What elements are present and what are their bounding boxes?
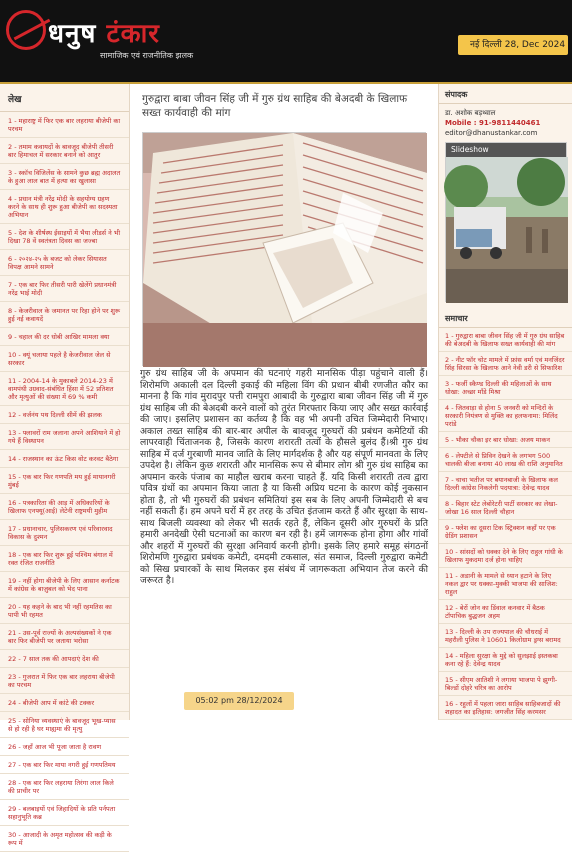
news-list	[439, 328, 572, 720]
article-link[interactable]: 22 - 7 साल तक की आपदाएं देश की	[0, 650, 129, 668]
news-link[interactable]: 1 - गुरुद्वारा बाबा जीवन सिंह जी में गुरु ग्रंथ साहिब की बेअदबी के खिलाफ सख्त कार्यवाही की मांग	[439, 328, 572, 352]
current-date: नई दिल्ली 28, Dec 2024	[458, 35, 568, 55]
article-link[interactable]: 1 - महाराष्ट्र में फिर एक बार लहराया बीजेपी का परचम	[0, 112, 129, 138]
slideshow[interactable]	[445, 142, 567, 302]
article-link[interactable]: 7 - एक बार फिर तीसरी पारी खेलेंगे प्रधानमंत्री नरेंद्र भाई मोदी	[0, 276, 129, 302]
article-link[interactable]: 15 - एक बार फिर गणपति मय हुई मायानगरी मुंबई	[0, 468, 129, 494]
news-link[interactable]: 6 - लेफ्टीले से प्रिविन देखने के लगभग 500 चालकी बीजा बनाया 40 लाख की राशि अनुमानित	[439, 448, 572, 472]
article-link[interactable]: 24 - बीजेपी आप में कांटे की टक्कर	[0, 694, 129, 712]
site-name-right: टंकार	[106, 19, 160, 49]
article-link[interactable]: 2 - तमाम कवायदों के बावजूद बीजेपी तीसरी बार हिमाचल में सरकार बनाने को आतुर	[0, 138, 129, 164]
news-link[interactable]: 14 - महिला सुरक्षा के मुद्दे को सुलझाई इस्तकबा कना रहे हैं: देवेन्द्र यादव	[439, 648, 572, 672]
news-link[interactable]: 5 - भौका चौका इर बार धोखा: अजय माकन	[439, 432, 572, 448]
article-link[interactable]: 27 - एक बार फिर माया नगरी हुई गणपतिमय	[0, 756, 129, 774]
news-link[interactable]: 12 - बेरों जोन का डिंवाल कनवार में बैठक टॉपाचिक बुद्धजन अहम	[439, 600, 572, 624]
article-link[interactable]: 8 - केजरीवाल के जमानत पर रिहा होने पर शुरू हुई नई कवायदें	[0, 302, 129, 328]
article-link[interactable]: 4 - प्रधान मंत्री नरेंद्र मोदी के सहयोग्य ग्रहण करने के साथ ही शुरू हुआ बीजेपी का सदस्यता अभियान	[0, 190, 129, 224]
article-link[interactable]: 28 - एक बार फिर लहराया तिरंगा लाल किले की प्राचीर पर	[0, 774, 129, 800]
articles-heading: लेख	[0, 84, 129, 112]
article-link[interactable]: 21 - उस-पूर्व राज्यों के अल्पसंख्यकों ने एक बार फिर बीजेपी पर जताया भरोसा	[0, 624, 129, 650]
news-link[interactable]: 10 - सांसदों को धक्का देने के लिए राहुल गांधी के खिलाफ मुकदमा दर्ज होना चाहिए	[439, 544, 572, 568]
main-article	[136, 84, 432, 720]
news-link[interactable]: 16 - रहुलों में पहला जारा साहिब साहिबजादों की शहादत का इतिहास: जगजीत सिंह करमसर	[439, 696, 572, 720]
news-link[interactable]: 3 - फर्जी स्कैण्ड दिल्ली की महिलाओं के साथ धोखा: अच्छा माँडे मिश्रा	[439, 376, 572, 400]
article-link[interactable]: 30 - आजादी के अमृत महोत्सव की कड़ी के रूप में	[0, 826, 129, 852]
article-link[interactable]: 13 - फ्लावरों राम जलाना अपने आशियाने में हो गये हैं विस्थापन	[0, 424, 129, 450]
right-sidebar	[438, 84, 572, 720]
article-link[interactable]: 26 - जहाँ आज भी पूजा जाता है रावण	[0, 738, 129, 756]
site-logo[interactable]	[48, 14, 160, 50]
article-body: गुरु ग्रंथ साहिब जी के अपमान की घटनाएं गहरी मानसिक पीड़ा पहुंचाने वाली हैं। शिरोमणि अकाली दल दिल्ली इकाई की महिला विंग की प्रधान बीबी रणजीत कौर का मानना है कि गांव मुरादपुर पत्ती रामपुरा आबादी के गुरुद्वारा बाबा जीवन सिंह जी में गुरु ग्रंथ साहिब जी की बेअदबी करने वालों को तुरंत गिरफ्तार किया जाए और सख्त कार्रवाई की जाए। इसलिए प्रशासन का कर्तव्य है कि वह भी अपनी उचित जिम्मेदारी निभाए।अकाल तख्त साहिब की बार-बार अपील के बावजूद गुरुघरों की प्रबंधन कमेटियों की लापरवाही चिंताजनक है, जिसके कारण शरारती तत्वों के हौसले बुलंद हैं।श्री गुरु ग्रंथ साहिब में दर्ज गुरबाणी मानव जाति के लिए मार्गदर्शक है और यह संपूर्ण मानवता के लिए उपदेश है। लेकिन कुछ शरारती और मानसिक रूप से बीमार लोग श्री गुरु ग्रंथ साहिब का अपमान करके पंजाब का माहौल खराब करना चाहते हैं. यदि किसी शरारती तत्व द्वारा पवित्र ग्रंथों का अपमान किया जाता है या किसी अप्रिय घटना के कारण कोई नुकसान होता है, तो भी गुरुघरों की प्रबंधन समितियां इस सब के लिए अपनी जिम्मेदारी से बच नहीं सकती हैं। हम अपने घरों में हर तरह के उचित इंतजाम करते हैं और सुरक्षा के साथ-साथ बिजली व्यवस्था को लेकर भी सतर्क रहते हैं, लेकिन दूसरी ओर गुरुघरों के प्रति हमारी अनदेखी ऐसी घटनाओं का कारण बन रही है। हमें जागरूक होना होगा और गांवों और शहरों में गुरुघरों की सुरक्षा अनिवार्य करनी होगी। इसके लिए हमारे समूह संगठनों शिरोमणि गुरुद्वारा प्रबंधक कमेटी, दमदमी टकसाल, संत समाज, दिल्ली गुरुद्वारा कमेटी को सिख प्रचारकों के साथ मिलकर इस संबंध में जागरूकता अभियान तेज करने की जरूरत है।	[140, 368, 428, 586]
news-link[interactable]: 11 - अडानी के मामले से ध्यान हटाने के लिए नकल द्वार पर धक्का-मुक्की भाजपा की साजिश: राहुल	[439, 568, 572, 600]
article-link[interactable]: 17 - प्रधानाचार, पुलिसकरण एवं परिवारवाद विकास के दुश्मन	[0, 520, 129, 546]
news-link[interactable]: 4 - जितवाड़ा से होना 5 जनवरी को मन्दिरों के सरकारी नियंत्रण से मुक्ति का हलफनामा: मिलिंद परांडे	[439, 400, 572, 432]
article-link[interactable]: 6 - २०२४-२५ के बजट को लेकर सियासत विपक्ष आमने सामने	[0, 250, 129, 276]
news-link[interactable]: 8 - बिहार स्टेट लेबोरेटरी पार्टी सरकार का लेखा-जोखा 16 साल दिल्ली चौहान	[439, 496, 572, 520]
news-link[interactable]: 2 - नीट फॉर चोट मामले में फ्रांस वर्मा एवं मनजिंदर सिंह सिरसा के खिलाफ आने नेवी डरी से सिफारिश	[439, 352, 572, 376]
scripture-book-image	[143, 133, 427, 367]
editor-email[interactable]: editor@dhanustankar.com	[445, 129, 538, 137]
article-link[interactable]: 16 - पत्रकारिता की आड़ में अधिकारियों के खिलाफ एनफ्यू(आई) लेटेनी राष्ट्रमयी मुहीम	[0, 494, 129, 520]
news-link[interactable]: 9 - फ्लेश का दूसरा टिक स्ट्रिक्शन कहाँ पर एक ग्रेडिंग प्रशासन	[439, 520, 572, 544]
article-title: गुरुद्वारा बाबा जीवन सिंह जी में गुरु ग्रंथ साहिब की बेअदबी के खिलाफ सख्त कार्यवाही की मांग	[142, 93, 408, 119]
article-link[interactable]: 29 - बलबाइयों एवं जिहादियों के प्रति पर्नपता सहानुभूति कब्र	[0, 800, 129, 826]
news-link[interactable]: 15 - सीएम आतिशी ने लगाया भाजपा पे झुग्गी-बिल्डों दोहरे चरित्र का आरोप	[439, 672, 572, 696]
editor-heading: संपादक	[439, 84, 572, 104]
article-link[interactable]: 11 - 2004-14 के मुकाबले 2014-23 में वामपंथी उग्रवाद-संबंधित हिंसा में 52 प्रतिशत और मृत्युओं की संख्या में 69 % कमी	[0, 372, 129, 406]
article-link[interactable]: 19 - नहीं होगा बीजेपी के लिए आसान कर्नाटक में कांग्रेस के बाज़ुबल को भेद पाना	[0, 572, 129, 598]
article-link[interactable]: 20 - यह कहने के बाद भी नहीं रहमतिस का पापी भी रहमत	[0, 598, 129, 624]
article-photo	[142, 132, 426, 366]
news-link[interactable]: 7 - चाचा भतीज पर बयानबाजी के खिलाफ कल दिल्ली कांग्रेस निकलेगी पदयात्रा: देवेन्द्र यादव	[439, 472, 572, 496]
site-tagline: सामाजिक एवं राजनीतिक झलक	[100, 51, 194, 60]
site-name-left: धनुष	[48, 19, 107, 49]
news-heading: समाचार	[439, 308, 572, 328]
article-link[interactable]: 14 - राजस्थान का ऊंट किस वोट करवट बैठेगा	[0, 450, 129, 468]
left-sidebar	[0, 84, 130, 847]
news-link[interactable]: 13 - दिल्ली के उप राज्यपाल की चौधराई में महरौली पुलिस ने 10601 किलोग्राम ड्रग्स बरामद	[439, 624, 572, 648]
articles-list	[0, 112, 129, 852]
article-link[interactable]: 9 - चहाल की दर धोबी आखिर मामला क्या	[0, 328, 129, 346]
editor-name: डा. अशोक बड़थ्वाल	[445, 109, 496, 117]
article-link[interactable]: 3 - स्कॉच विजिलेंस के सामने कुछ ब्रह्म अदालत के हुआ लाल बात में हत्या का खुलासा	[0, 164, 129, 190]
slideshow-label: Slideshow	[446, 143, 566, 157]
article-timestamp: 05:02 pm 28/12/2024	[184, 692, 294, 710]
article-link[interactable]: 25 - सोनिया व्यवस्थाएं के बावजूद भूख-प्यास से हो रही है घर माह्यमा की मृत्यु	[0, 712, 129, 738]
article-link[interactable]: 5 - देश के शीर्षस्थ ईसाइयों में भैया लीडर्स ने भी दिखा 78 वें स्वतंत्रता दिवस का जज्बा	[0, 224, 129, 250]
article-link[interactable]: 12 - वर्जनंय पथ दिल्ली सीमें की झलक	[0, 406, 129, 424]
article-link[interactable]: 10 - क्यूं चलाया पहले है केजरीवाल जेल से सरकार	[0, 346, 129, 372]
slideshow-image	[446, 157, 568, 303]
site-header	[0, 0, 572, 84]
article-link[interactable]: 18 - एक बार फिर शुरू हुई पश्चिम बंगाल में रक्त रंजित राजनीति	[0, 546, 129, 572]
article-link[interactable]: 23 - गुजरात में फिर एक बार लहराया बीजेपी का परचम	[0, 668, 129, 694]
editor-mobile: Mobile : 91-9811440461	[445, 119, 541, 127]
